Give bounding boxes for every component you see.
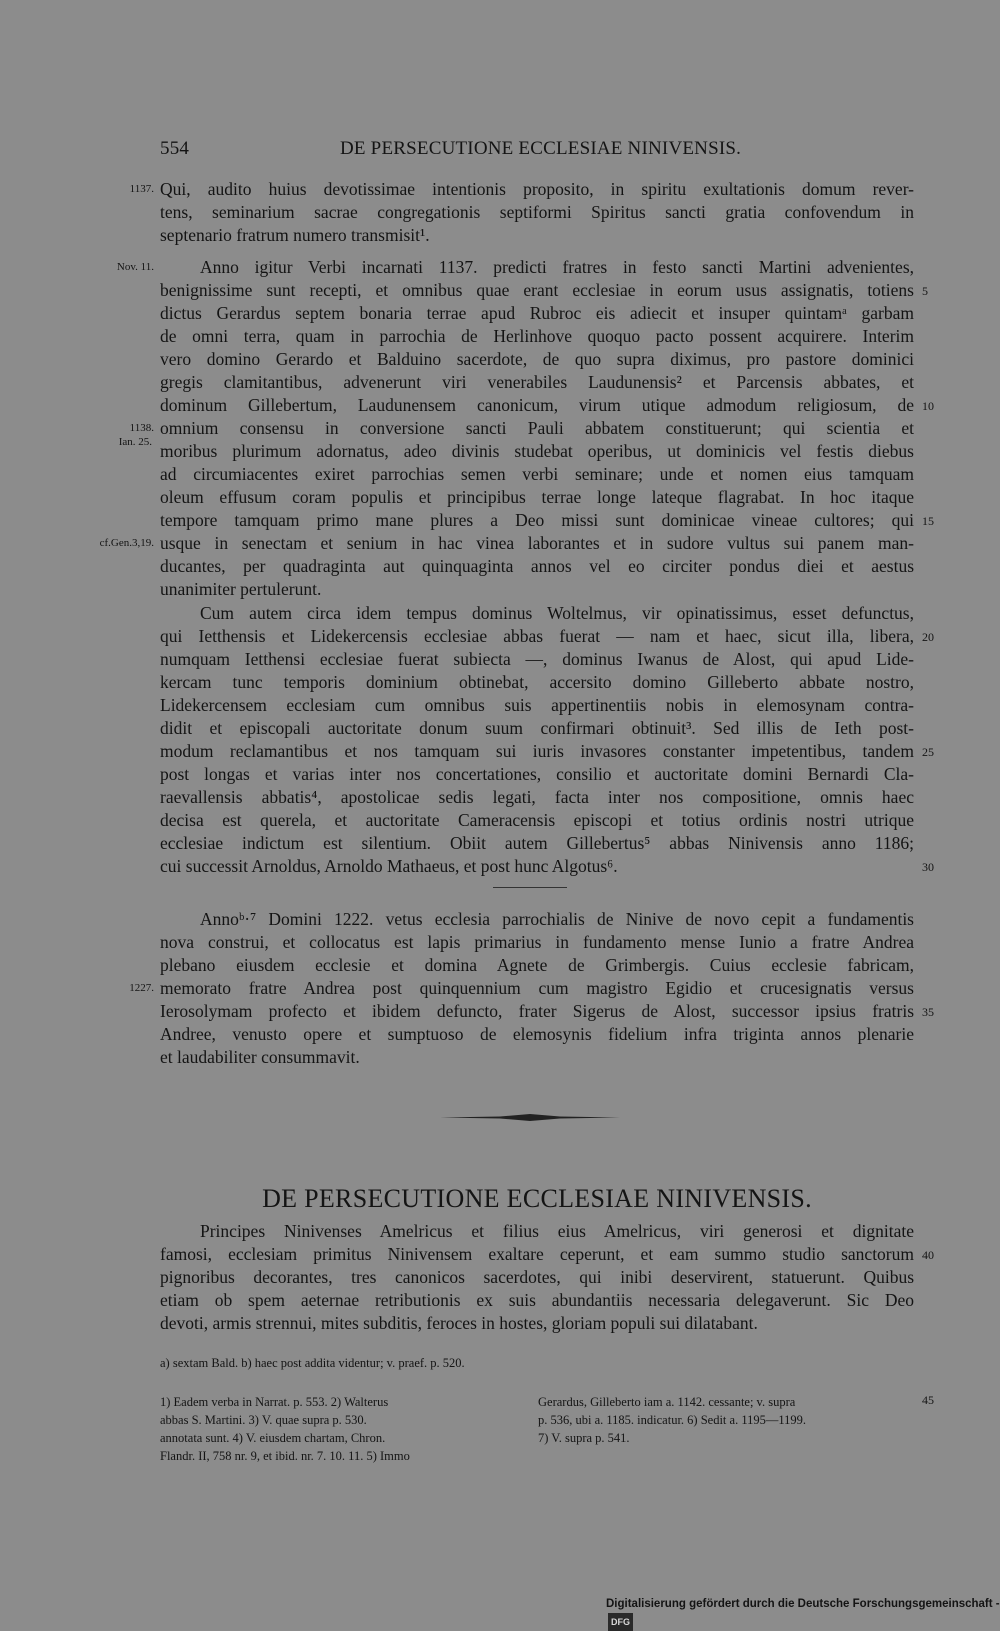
- line-text: Andree, venusto opere et sumptuoso de elemosynis fidelium infra triginta annos plenarie: [160, 1024, 914, 1044]
- text-line: [160, 578, 914, 601]
- text-line: [160, 855, 934, 878]
- text-line: [118, 417, 914, 448]
- paragraph-2: [99, 256, 934, 601]
- line-text: dominum Gillebertum, Laudunensem canonicum, virum utique admodum religiosum, de: [160, 395, 914, 415]
- line-text: gregis clamitantibus, advenerunt viri venerabiles Laudunensis² et Parcensis abbates, et: [160, 372, 914, 392]
- text-line: [160, 671, 914, 694]
- paragraph-4: [129, 908, 934, 1069]
- dfg-logo-icon: DFG: [608, 1613, 633, 1631]
- line-text: Anno igitur Verbi incarnati 1137. predicti fratres in festo sancti Martini advenientes,: [200, 257, 914, 277]
- footnote-line: abbas S. Martini. 3) V. quae supra p. 530.: [160, 1413, 367, 1427]
- line-text: vero domino Gerardo et Balduino sacerdote, de quo supra diximus, pro pastore dominici: [160, 349, 914, 369]
- line-text: dictus Gerardus septem bonaria terrae apud Rubroc eis adiecit et insuper quintamᵃ garbam: [160, 303, 914, 323]
- line-text: Cum autem circa idem tempus dominus Woltelmus, vir opinatissimus, esset defunctus,: [200, 603, 914, 623]
- line-text: benignissime sunt recepti, et omnibus quae erant ecclesiae in eorum usus assignatis, totiens: [160, 280, 914, 300]
- footnote-line: p. 536, ubi a. 1185. indicatur. 6) Sedit a. 1195—1199.: [538, 1413, 807, 1427]
- funding-footer: [606, 1595, 1000, 1627]
- line-text: raevallensis abbatis⁴, apostolicae sedis legati, facta inter nos compositione, omnis haec: [160, 787, 914, 807]
- margin-line-number: 20: [922, 630, 934, 644]
- line-text: kercam tunc temporis dominium obtinebat, accersito domino Gilleberto abbate nostro,: [160, 672, 914, 692]
- paragraph-5: [160, 1220, 934, 1335]
- footnote-line: 1) Eadem verba in Narrat. p. 553. 2) Walterus: [160, 1395, 389, 1409]
- margin-date-note: Ian. 25.: [118, 436, 152, 448]
- line-text: qui Ietthensis et Lidekercensis ecclesiae abbas fuerat — nam et haec, sicut illa, libera,: [160, 626, 914, 646]
- text-line: [160, 224, 914, 247]
- margin-line-number: 35: [922, 1005, 934, 1019]
- margin-date-note: 1137.: [129, 183, 154, 195]
- line-text: devoti, armis strennui, mites subditis, feroces in hostes, gloriam populi sui dilatabant.: [160, 1313, 758, 1333]
- line-text: Principes Ninivenses Amelricus et filius eius Amelricus, viri generosi et dignitate: [200, 1221, 914, 1241]
- line-text: memorato fratre Andrea post quinquennium cum magistro Egidio et crucesignatis versus: [160, 978, 914, 998]
- separator-rule: [493, 887, 567, 888]
- line-text: nova construi, et collocatus est lapis primarius in fundamento mense Iunio a fratre Andrea: [160, 932, 914, 952]
- text-line: [160, 931, 914, 954]
- decorative-rule: [440, 1114, 620, 1121]
- margin-line-number: 40: [922, 1248, 934, 1262]
- line-text: pignoribus decorantes, tres canonicos sacerdotes, qui inibi deservirent, statuerunt. Quibus: [160, 1267, 914, 1287]
- margin-date-note: Nov. 11.: [116, 261, 154, 273]
- margin-date-note: 1227.: [129, 982, 154, 994]
- line-text: usque in senectam et senium in hac vinea laborantes et in sudore vultus sui panem man-: [160, 533, 914, 553]
- line-text: tens, seminarium sacrae congregationis septiformi Spiritus sancti gratia confovendum in: [160, 202, 914, 222]
- text-line: [160, 440, 914, 463]
- text-line: [160, 908, 914, 931]
- margin-line-number: 45: [922, 1393, 934, 1407]
- line-text: de omni terra, quam in parrochia de Herlinhove quoquo pacto possent acquirere. Interim: [160, 326, 914, 346]
- paragraph-3: [160, 602, 934, 878]
- text-line: [160, 302, 914, 325]
- text-line: [160, 201, 914, 224]
- text-line: [160, 763, 914, 786]
- line-text: famosi, ecclesiam primitus Ninivensem exaltare ceperunt, et eam summo studio sanctorum: [160, 1244, 914, 1264]
- text-line: [160, 279, 928, 302]
- line-text: decisa est querela, et auctoritate Cameracensis episcopi et totius ordinis nostri utrique: [160, 810, 914, 830]
- text-line: [160, 648, 914, 671]
- line-text: post longas et varias inter nos concertationes, consilio et auctoritate domini Bernardi Cla-: [160, 764, 914, 784]
- line-text: etiam ob spem aeternae retributionis ex suis abundantiis necessaria delegaverunt. Sic Deo: [160, 1290, 914, 1310]
- margin-line-number: 25: [922, 745, 934, 759]
- text-line: [160, 348, 914, 371]
- text-line: [129, 178, 914, 201]
- line-text: ecclesiae indictum est silentium. Obiit autem Gillebertus⁵ abbas Ninivensis anno 1186;: [160, 833, 914, 853]
- text-line: [160, 325, 914, 348]
- line-text: plebano eiusdem ecclesie et domina Agnete de Grimbergis. Cuius ecclesie fabricam,: [160, 955, 914, 975]
- line-text: Annoᵇ·⁷ Domini 1222. vetus ecclesia parrochialis de Ninive de novo cepit a fundamentis: [200, 909, 914, 929]
- text-line: [160, 1243, 934, 1266]
- footnote-line: Flandr. II, 758 nr. 9, et ibid. nr. 7. 10. 11. 5) Immo: [160, 1449, 410, 1463]
- text-line: [160, 1266, 914, 1289]
- text-line: [160, 555, 914, 578]
- margin-line-number: 5: [922, 284, 928, 298]
- margin-line-number: 30: [922, 860, 934, 874]
- text-line: [160, 786, 914, 809]
- text-line: [160, 371, 914, 394]
- text-line: [99, 532, 914, 555]
- text-line: [160, 740, 934, 763]
- text-line: [160, 1312, 914, 1335]
- margin-date-note: 1138.: [129, 422, 154, 434]
- line-text: cui successit Arnoldus, Arnoldo Mathaeus, et post hunc Algotus⁶.: [160, 856, 618, 876]
- text-line: [160, 1046, 914, 1069]
- text-line: [160, 602, 914, 625]
- variant-note-line: a) sextam Bald. b) haec post addita videntur; v. praef. p. 520.: [160, 1356, 465, 1370]
- text-line: [160, 486, 914, 509]
- line-text: Qui, audito huius devotissimae intentionis proposito, in spiritu exultationis domum rever-: [160, 179, 914, 199]
- footnote-line: 7) V. supra p. 541.: [538, 1431, 630, 1445]
- footnote-line: annotata sunt. 4) V. eiusdem chartam, Chron.: [160, 1431, 386, 1445]
- footnote-line: Gerardus, Gilleberto iam a. 1142. cessante; v. supra: [538, 1395, 796, 1409]
- text-line: [160, 1023, 914, 1046]
- text-line: [160, 717, 914, 740]
- line-text: septenario fratrum numero transmisit¹.: [160, 225, 430, 245]
- page-number: 554: [160, 138, 190, 159]
- text-line: [129, 977, 914, 1000]
- footnotes: [160, 1393, 934, 1465]
- line-text: modum reclamantibus et nos tamquam sui iuris invasores constanter impetentibus, tandem: [160, 741, 914, 761]
- footer-text: Digitalisierung gefördert durch die Deutsche Forschungsgemeinschaft -: [606, 1598, 1000, 1610]
- line-text: Ierosolymam profecto et ibidem defuncto, frater Sigerus de Alost, successor ipsius fratris: [160, 1001, 914, 1021]
- margin-line-number: 10: [922, 399, 934, 413]
- text-line: [160, 1289, 914, 1312]
- text-line: [160, 509, 934, 532]
- paragraph-1: [129, 178, 914, 247]
- line-text: didit et episcopali auctoritate donum suum confirmari obtinuit³. Sed illis de Ieth post-: [160, 718, 914, 738]
- text-line: [160, 694, 914, 717]
- text-line: [160, 463, 914, 486]
- text-line: [160, 1000, 934, 1023]
- text-line: [160, 832, 914, 855]
- line-text: numquam Ietthensi ecclesiae fuerat subiecta —, dominus Iwanus de Alost, qui apud Lide-: [160, 649, 914, 669]
- line-text: et laudabiliter consummavit.: [160, 1047, 360, 1067]
- running-title: DE PERSECUTIONE ECCLESIAE NINIVENSIS.: [340, 138, 742, 159]
- text-line: [160, 394, 934, 417]
- margin-date-note: cf.Gen.3,19.: [99, 537, 154, 549]
- line-text: tempore tamquam primo mane plures a Deo missi sunt dominicae vineae cultores; qui: [160, 510, 914, 530]
- text-line: [116, 256, 914, 279]
- section-title: DE PERSECUTIONE ECCLESIAE NINIVENSIS.: [262, 1184, 812, 1213]
- line-text: ducantes, per quadraginta aut quinquaginta annos vel eo circiter pondus diei et aestus: [160, 556, 914, 576]
- text-line: [160, 625, 934, 648]
- variant-notes: [160, 1354, 465, 1372]
- line-text: moribus plurimum adornatus, adeo divinis studebat operibus, ut dominicis vel festis diebus: [160, 441, 914, 461]
- line-text: ad circumiacentes exiret parrochias semen verbi seminare; unde et nomen eius tamquam: [160, 464, 914, 484]
- text-line: [160, 954, 914, 977]
- margin-line-number: 15: [922, 514, 934, 528]
- line-text: Lidekercensem ecclesiam cum omnibus suis appertinentiis nobis in elemosynam contra-: [160, 695, 914, 715]
- line-text: oleum effusum coram populis et principibus terrae longe lateque flagrabat. In hoc itaque: [160, 487, 914, 507]
- line-text: omnium consensu in conversione sancti Pauli abbatem constituerunt; qui scientia et: [160, 418, 914, 438]
- text-line: [160, 809, 914, 832]
- text-line: [160, 1220, 914, 1243]
- line-text: unanimiter pertulerunt.: [160, 579, 322, 599]
- footnotes-column-2: [538, 1393, 920, 1447]
